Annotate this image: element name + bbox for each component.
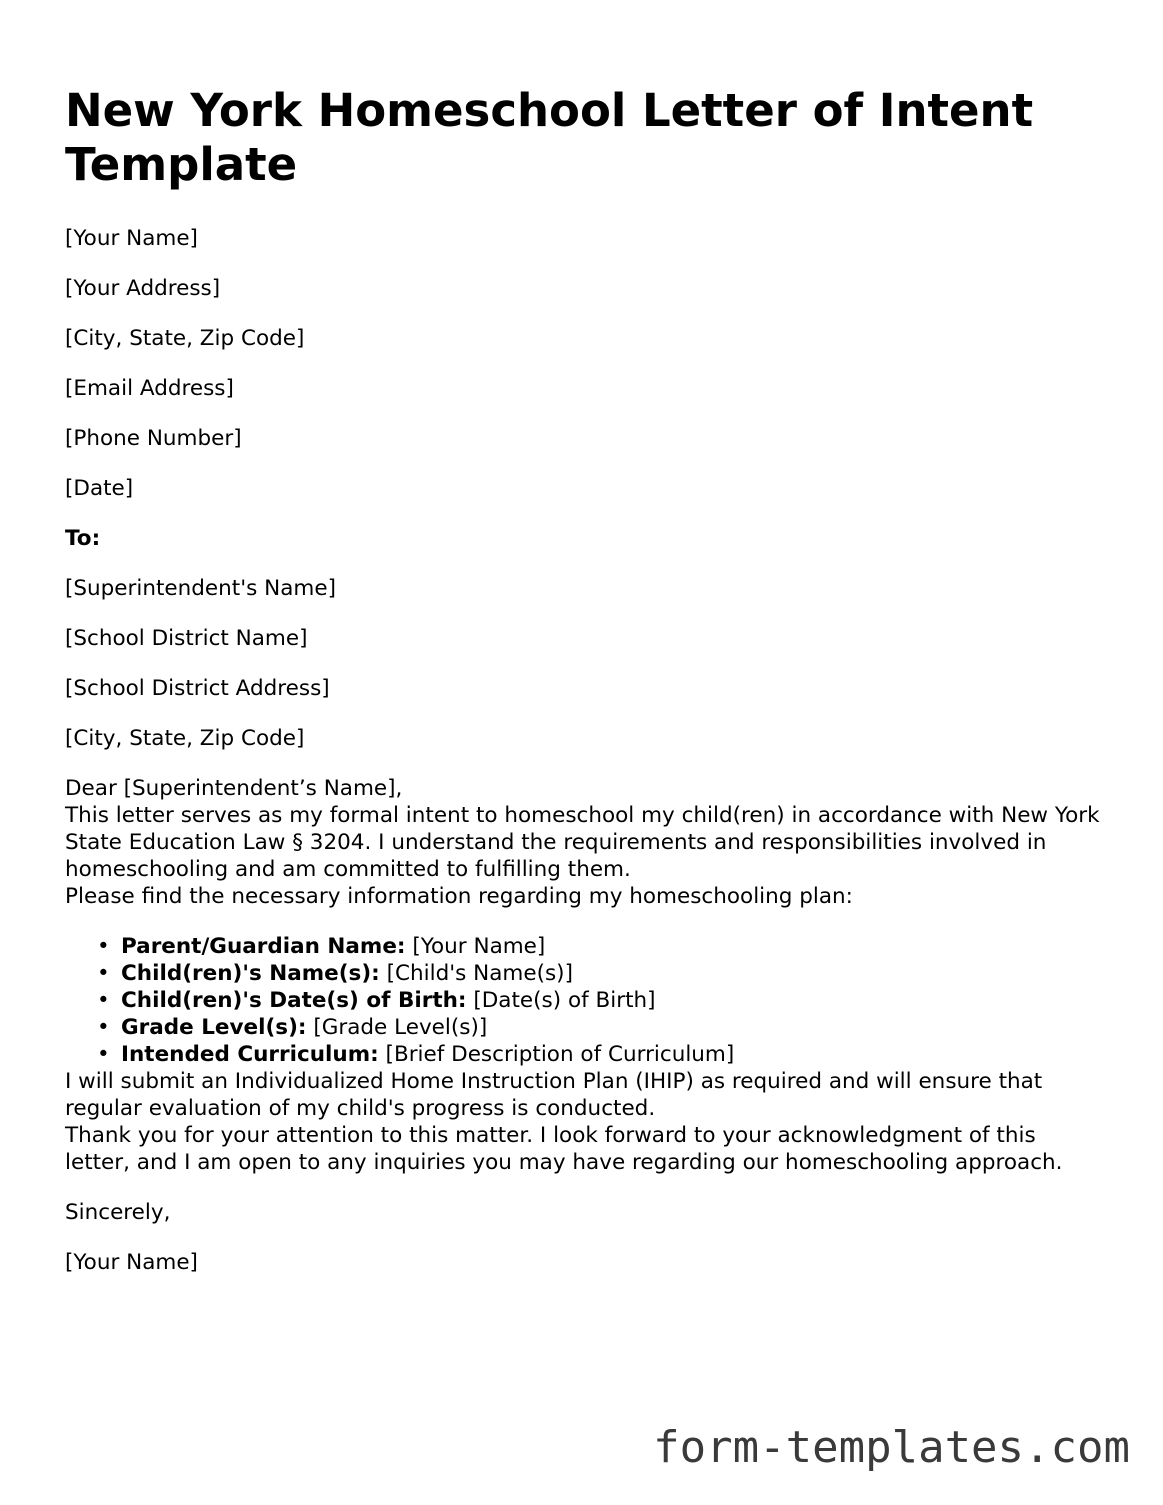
- intent-paragraph: This letter serves as my formal intent to homeschool my child(ren) in accordance with New York State Education Law § 3204. I understand the requirements and responsibilities involved in homeschooling and am committed to fulfilling them.: [65, 803, 1100, 882]
- bullet-icon: •: [97, 934, 110, 959]
- info-label: Parent/Guardian Name:: [121, 934, 406, 959]
- list-item: [97, 987, 1105, 1014]
- signature-name: [Your Name]: [65, 1250, 198, 1275]
- closing: Sincerely,: [65, 1200, 171, 1225]
- letter-document: [65, 84, 1105, 1276]
- info-list: [65, 933, 1105, 1068]
- info-label: Grade Level(s):: [121, 1015, 307, 1040]
- salutation: Dear [Superintendent’s Name],: [65, 776, 403, 801]
- info-intro-paragraph: Please find the necessary information regarding my homeschooling plan:: [65, 884, 853, 909]
- watermark: form-templates.com: [653, 1422, 1130, 1473]
- sender-name: [Your Name]: [65, 226, 198, 251]
- bullet-icon: •: [97, 1015, 110, 1040]
- letter-date: [Date]: [65, 476, 134, 501]
- sender-phone: [Phone Number]: [65, 426, 242, 451]
- recipient-name: [Superintendent's Name]: [65, 576, 336, 601]
- ihip-paragraph: I will submit an Individualized Home Instruction Plan (IHIP) as required and will ensure that regular evaluation of my child's progress is conducted.: [65, 1069, 1043, 1121]
- info-value: [Child's Name(s)]: [379, 961, 573, 986]
- list-item: [97, 960, 1105, 987]
- recipient-address: [School District Address]: [65, 676, 330, 701]
- to-label: To:: [65, 526, 101, 551]
- bullet-icon: •: [97, 961, 110, 986]
- list-item: [97, 1014, 1105, 1041]
- info-value: [Grade Level(s)]: [306, 1015, 488, 1040]
- sender-block: [65, 225, 1105, 502]
- info-label: Child(ren)'s Date(s) of Birth:: [121, 988, 467, 1013]
- sender-email: [Email Address]: [65, 376, 234, 401]
- recipient-block: [65, 575, 1105, 752]
- sender-address: [Your Address]: [65, 276, 221, 301]
- list-item: [97, 1041, 1105, 1068]
- recipient-city-state-zip: [City, State, Zip Code]: [65, 726, 305, 751]
- info-label: Intended Curriculum:: [121, 1042, 379, 1067]
- recipient-district: [School District Name]: [65, 626, 308, 651]
- thank-you-paragraph: Thank you for your attention to this matter. I look forward to your acknowledgment of this letter, and I am open to any inquiries you may have regarding our homeschooling approach.: [65, 1123, 1063, 1175]
- info-value: [Date(s) of Birth]: [466, 988, 656, 1013]
- info-value: [Brief Description of Curriculum]: [378, 1042, 735, 1067]
- info-value: [Your Name]: [405, 934, 546, 959]
- bullet-icon: •: [97, 1042, 110, 1067]
- sender-city-state-zip: [City, State, Zip Code]: [65, 326, 305, 351]
- bullet-icon: •: [97, 988, 110, 1013]
- info-label: Child(ren)'s Name(s):: [121, 961, 380, 986]
- list-item: [97, 933, 1105, 960]
- page-title: New York Homeschool Letter of Intent Template: [65, 84, 1034, 191]
